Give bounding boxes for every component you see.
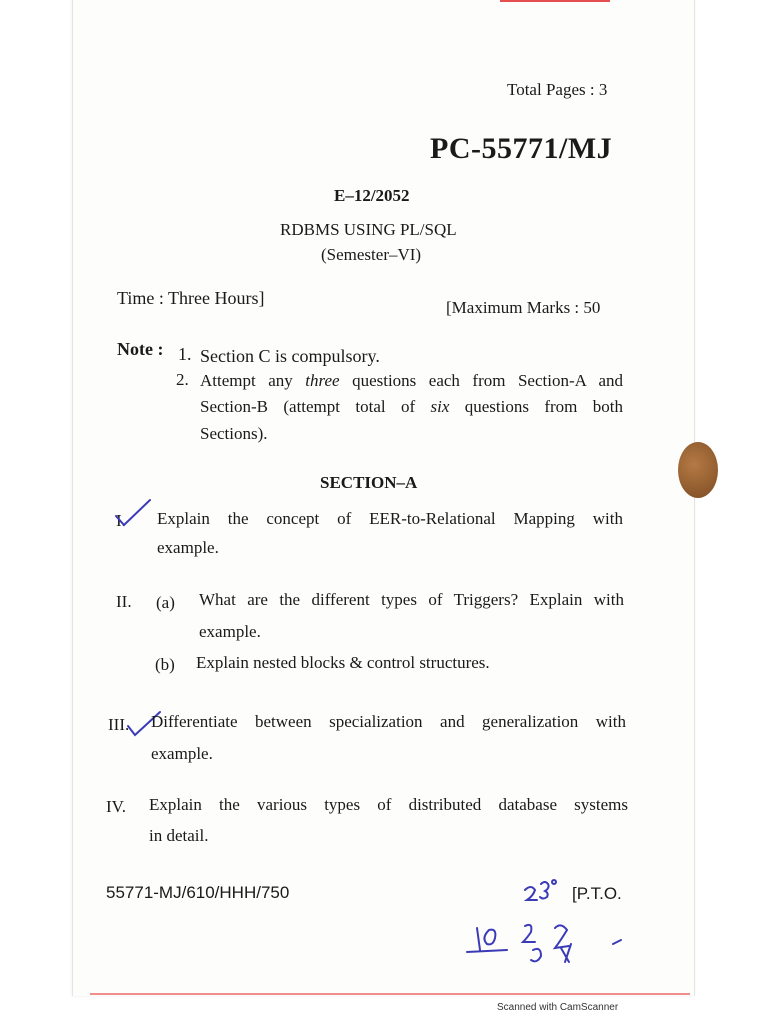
question-text: Explain the various types of distributed database systems: [149, 795, 628, 814]
subject-title: RDBMS USING PL/SQL: [280, 220, 457, 239]
note-item-num: 2.: [176, 370, 189, 389]
handwritten-notes: [455, 878, 635, 968]
question-part-label: (b): [155, 655, 175, 674]
question-text: example.: [199, 622, 261, 641]
question-text: Differentiate between specialization and generalization with: [151, 712, 626, 731]
question-number: IV.: [106, 797, 126, 816]
semester: (Semester–VI): [321, 245, 422, 264]
question-text: What are the different types of Triggers? Explain with: [199, 590, 624, 609]
question-text: in detail.: [149, 826, 209, 845]
scanner-watermark: Scanned with CamScanner: [497, 1002, 619, 1013]
note-item-text: Section-B (attempt total of six questions from both: [200, 397, 623, 416]
footer-code: 55771-MJ/610/HHH/750: [106, 883, 290, 902]
note-item-text: Section C is compulsory.: [200, 346, 380, 366]
note-label: Note :: [117, 339, 164, 359]
checkmark-icon: [114, 498, 154, 528]
note-item-num: 1.: [178, 344, 192, 364]
pin-head: [678, 442, 718, 498]
paper-code: PC-55771/MJ: [430, 132, 613, 165]
red-line-bottom: [90, 993, 690, 995]
paper-right-edge: [694, 0, 695, 996]
max-marks: [Maximum Marks : 50: [446, 298, 601, 317]
total-pages: Total Pages : 3: [507, 80, 608, 99]
section-title: SECTION–A: [320, 473, 418, 492]
question-text: Explain nested blocks & control structures.: [196, 653, 490, 672]
time-label: Time : Three Hours]: [117, 288, 265, 308]
question-part-label: (a): [156, 593, 175, 612]
pto-label: [P.T.O.: [572, 884, 622, 903]
red-mark-top: [500, 0, 610, 2]
question-number: II.: [116, 592, 132, 611]
question-text: Explain the concept of EER-to-Relational Mapping with: [157, 509, 623, 528]
question-text: example.: [151, 744, 213, 763]
exam-code: E–12/2052: [334, 186, 410, 205]
paper-left-edge: [72, 0, 73, 996]
note-item-text: Attempt any three questions each from Section-A and: [200, 371, 623, 390]
question-number: III.: [108, 715, 130, 734]
question-number: I.: [116, 511, 126, 530]
question-text: example.: [157, 538, 219, 557]
note-item-text: Sections).: [200, 424, 268, 443]
